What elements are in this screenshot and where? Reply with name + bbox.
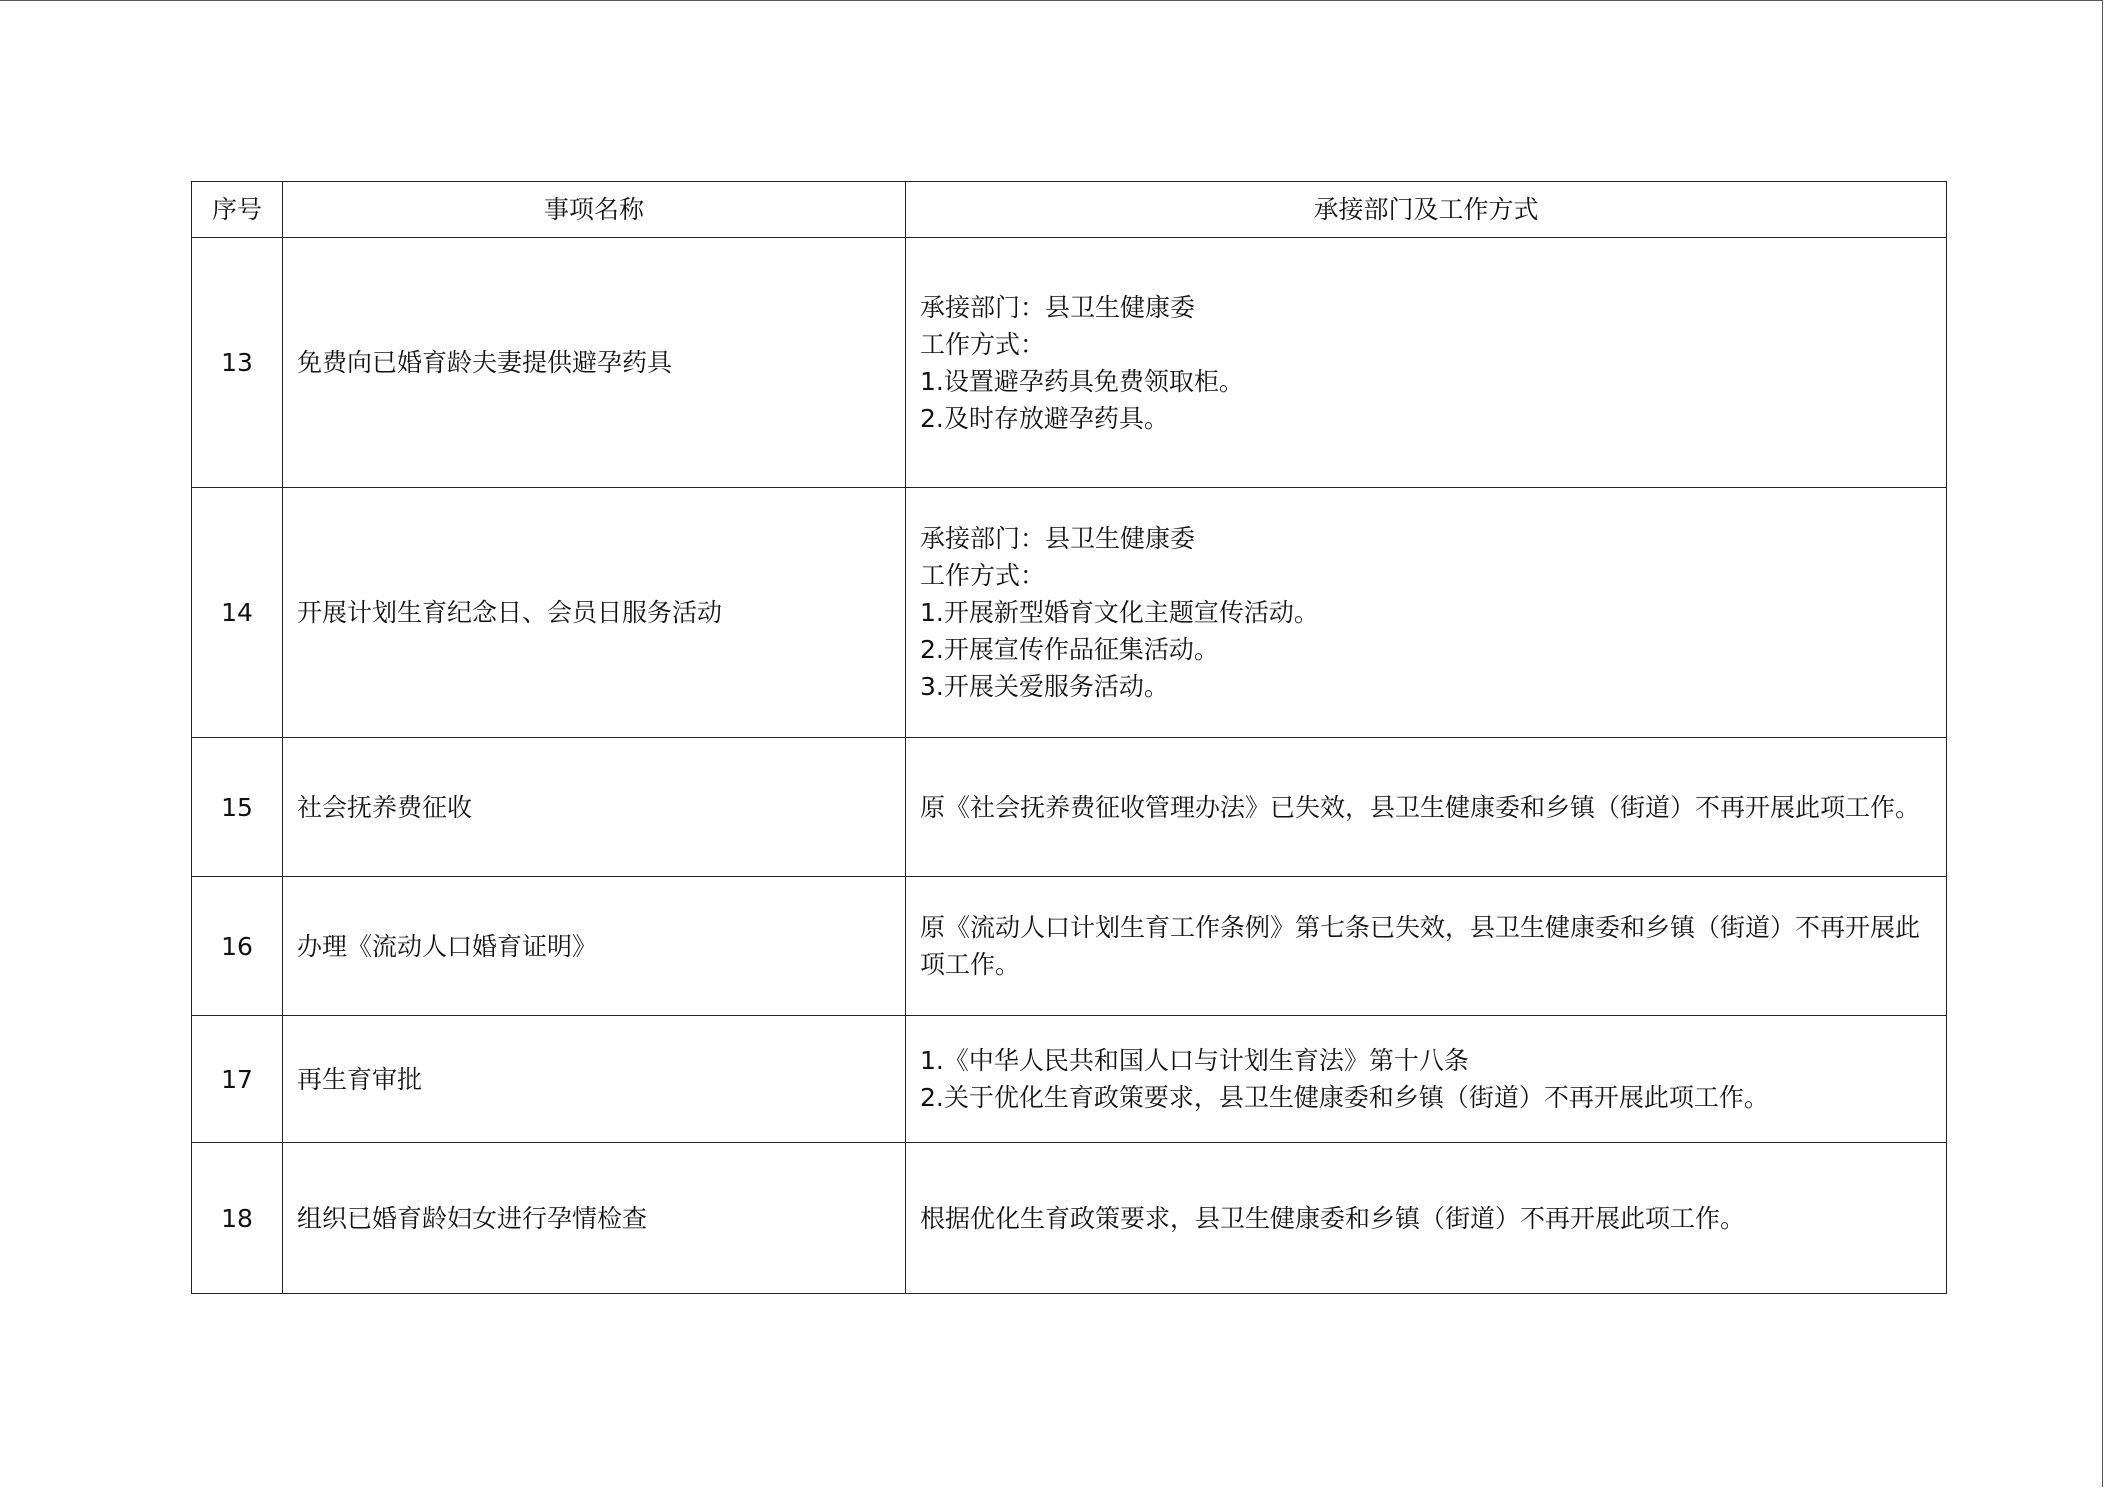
row-item-name: 免费向已婚育龄夫妻提供避孕药具	[283, 238, 906, 488]
table-header-row	[192, 182, 1947, 238]
dept-line: 工作方式：	[920, 329, 1046, 359]
dept-line: 承接部门：县卫生健康委	[920, 524, 1196, 553]
row-department-method	[906, 877, 1947, 1016]
table-row	[192, 488, 1947, 738]
dept-line: 1.设置避孕药具免费领取柜。	[920, 366, 1244, 396]
dept-line: 3.开展关爱服务活动。	[920, 672, 1169, 701]
table-row	[192, 877, 1947, 1016]
row-department-method	[906, 1143, 1947, 1294]
dept-line: 原《社会抚养费征收管理办法》已失效，县卫生健康委和乡镇（街道）不再开展此项工作。	[920, 792, 1921, 822]
dept-line: 原《流动人口计划生育工作条例》第七条已失效，县卫生健康委和乡镇（街道）不再开展此项工作。	[920, 913, 1921, 979]
row-serial-number: 17	[192, 1016, 283, 1143]
row-item-name: 社会抚养费征收	[283, 738, 906, 877]
dept-line: 1.开展新型婚育文化主题宣传活动。	[920, 598, 1319, 627]
row-department-method	[906, 1016, 1947, 1143]
dept-line: 2.及时存放避孕药具。	[920, 403, 1169, 433]
matters-table	[191, 181, 1947, 1294]
dept-line: 根据优化生育政策要求，县卫生健康委和乡镇（街道）不再开展此项工作。	[920, 1203, 1746, 1233]
row-department-method	[906, 238, 1947, 488]
dept-line: 2.关于优化生育政策要求，县卫生健康委和乡镇（街道）不再开展此项工作。	[920, 1083, 1769, 1112]
header-serial-number: 序号	[192, 182, 283, 238]
dept-line: 1.《中华人民共和国人口与计划生育法》第十八条	[920, 1046, 1469, 1075]
row-serial-number: 13	[192, 238, 283, 488]
row-serial-number: 18	[192, 1143, 283, 1294]
table-row	[192, 238, 1947, 488]
table-row	[192, 1016, 1947, 1143]
row-item-name: 开展计划生育纪念日、会员日服务活动	[283, 488, 906, 738]
row-serial-number: 14	[192, 488, 283, 738]
table-row	[192, 1143, 1947, 1294]
table-row	[192, 738, 1947, 877]
header-item-name: 事项名称	[283, 182, 906, 238]
row-serial-number: 16	[192, 877, 283, 1016]
row-item-name: 再生育审批	[283, 1016, 906, 1143]
row-department-method	[906, 488, 1947, 738]
row-item-name: 办理《流动人口婚育证明》	[283, 877, 906, 1016]
header-department-method: 承接部门及工作方式	[906, 182, 1947, 238]
row-item-name: 组织已婚育龄妇女进行孕情检查	[283, 1143, 906, 1294]
dept-line: 工作方式：	[920, 561, 1046, 590]
dept-line: 2.开展宣传作品征集活动。	[920, 635, 1219, 664]
row-serial-number: 15	[192, 738, 283, 877]
row-department-method	[906, 738, 1947, 877]
dept-line: 承接部门：县卫生健康委	[920, 292, 1196, 322]
